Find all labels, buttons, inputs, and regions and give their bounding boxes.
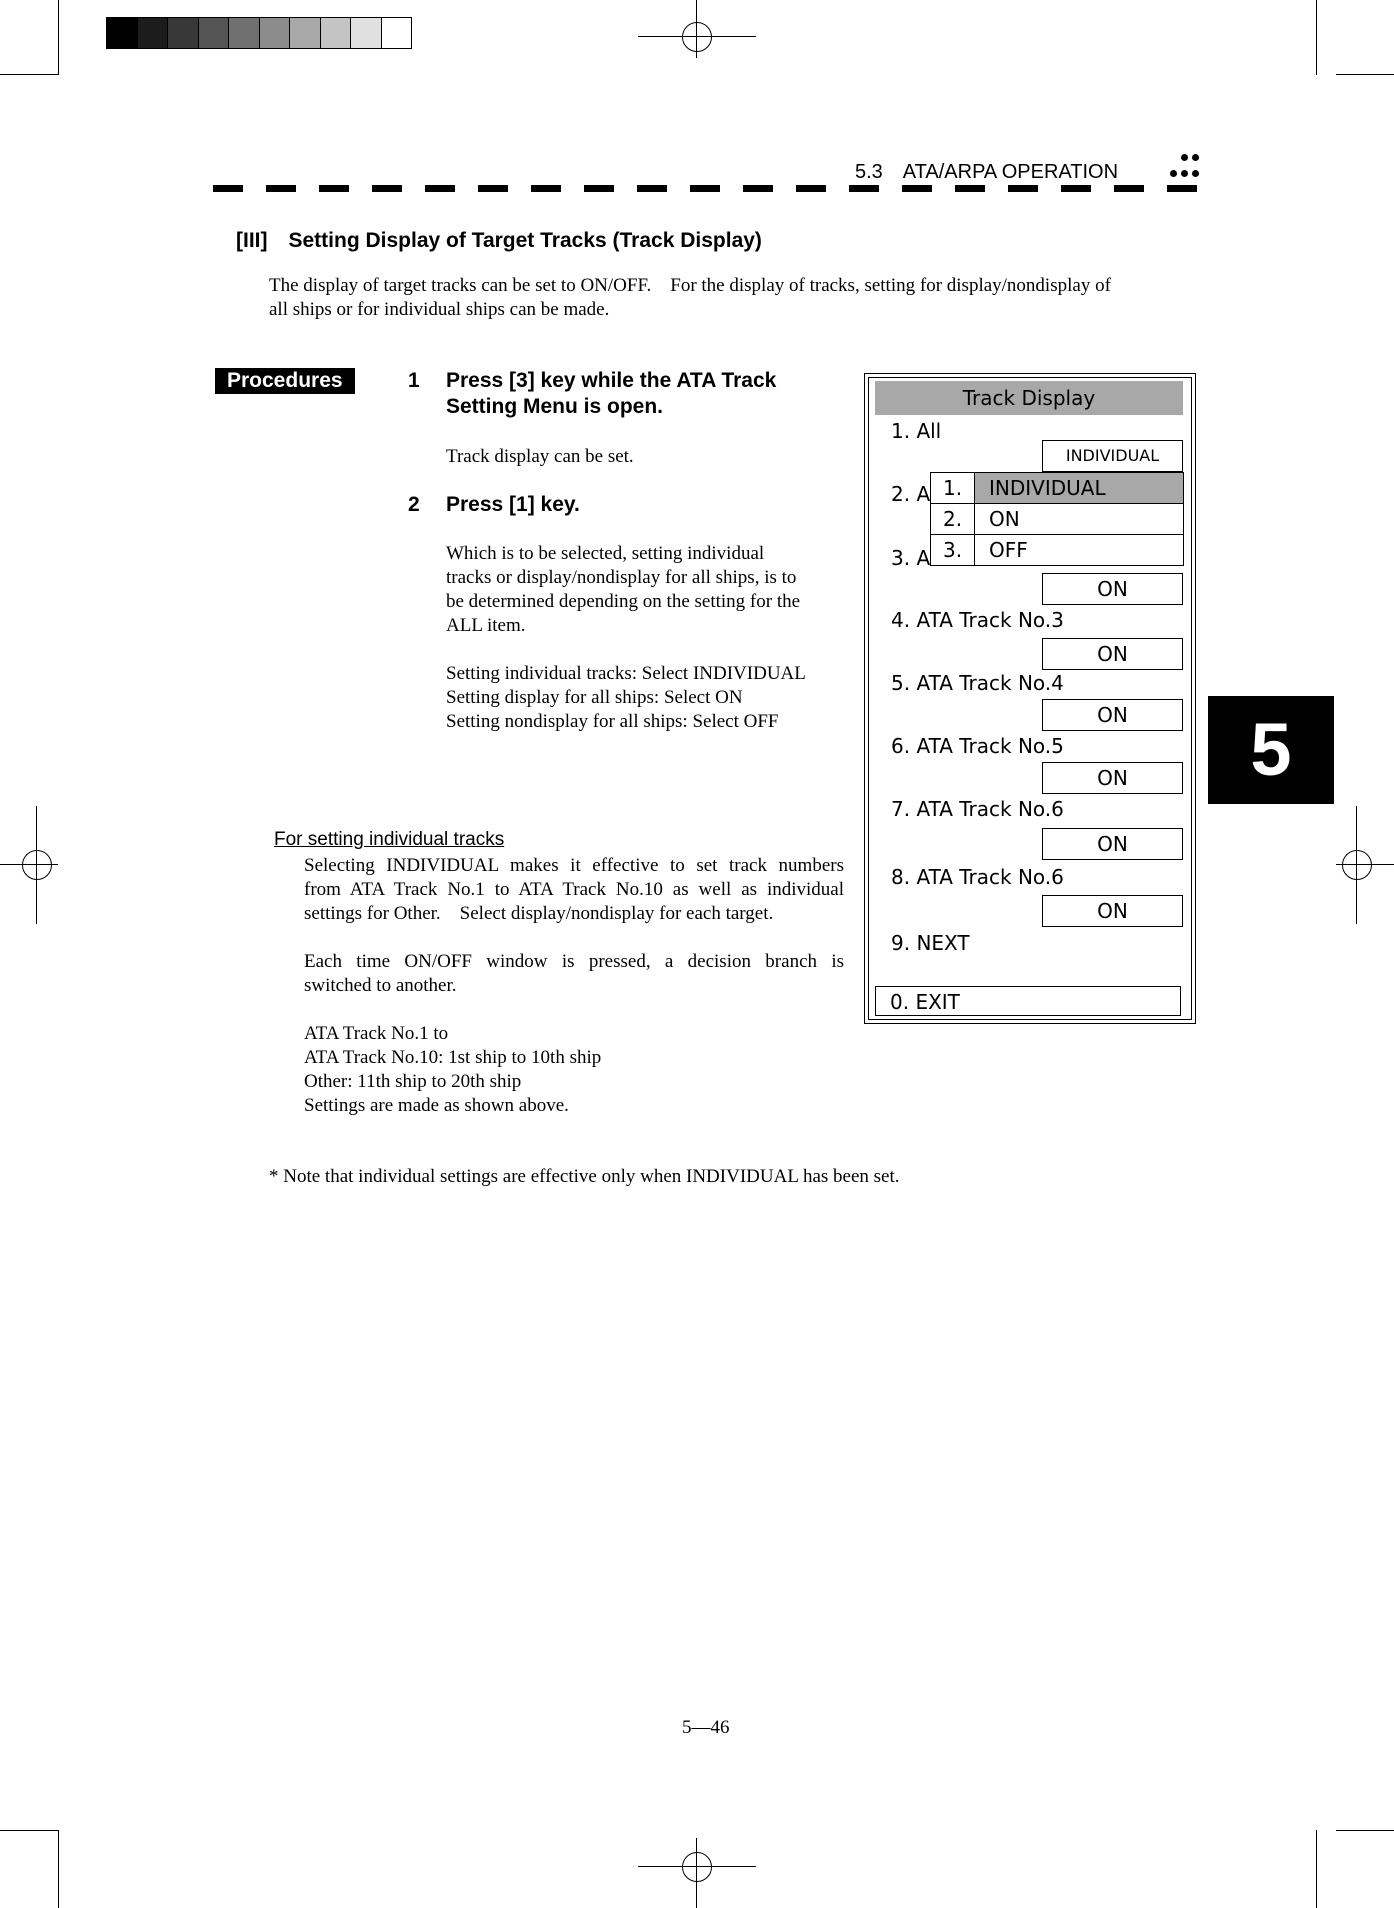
step-2-number: 2 — [408, 493, 420, 516]
menu-item-3[interactable]: 3. A — [891, 546, 931, 570]
step-2-body: Which is to be selected, setting individual tracks or display/nondisplay for all ships, is to be determined depending on the setting for the ALL item. Setting individual tracks: Select INDIVIDUAL Setting display for all ships: Select ON Setting nondisplay for all ships: Select OFF — [446, 543, 806, 732]
individual-para-3: ATA Track No.1 to ATA Track No.10: 1st ship to 10th ship Other: 11th ship to 20th ship Settings are made as shown above. — [304, 1023, 602, 1116]
popup-option-on[interactable]: 2. ON — [931, 504, 1183, 535]
individual-para-2: Each time ON/OFF window is pressed, a decision branch is switched to another. — [304, 951, 844, 996]
popup-option-individual[interactable]: 1. INDIVIDUAL — [931, 473, 1183, 504]
gray-scale-strip — [106, 17, 412, 49]
running-header: 5.3 ATA/ARPA OPERATION — [855, 161, 1119, 183]
individual-para-1: Selecting INDIVIDUAL makes it effective to set track numbers from ATA Track No.1 to ATA Track No.10 as well as individual settings for Other. Select display/nondisplay for each target. — [304, 855, 844, 924]
menu-item-4[interactable]: 4. ATA Track No.3 — [891, 608, 1064, 632]
item-6-value-box[interactable]: ON — [1042, 762, 1183, 794]
item-3-value-box[interactable]: ON — [1042, 573, 1183, 605]
menu-item-2[interactable]: 2. A — [891, 482, 931, 506]
menu-item-6[interactable]: 6. ATA Track No.5 — [891, 734, 1064, 758]
menu-item-8[interactable]: 8. ATA Track No.6 — [891, 865, 1064, 889]
step-1-title-line-1: Press [3] key while the ATA Track — [446, 369, 777, 392]
step-1-title-line-2: Setting Menu is open. — [446, 395, 664, 418]
intro-line-1: The display of target tracks can be set to ON/OFF. For the display of tracks, setting for display/nondisplay of — [269, 275, 1111, 296]
menu-title: Track Display — [875, 381, 1183, 415]
all-options-popup — [930, 472, 1184, 566]
section-title: [III] Setting Display of Target Tracks (Track Display) — [236, 229, 762, 252]
step-2-title: Press [1] key. — [446, 493, 580, 516]
menu-item-5[interactable]: 5. ATA Track No.4 — [891, 671, 1064, 695]
step-1-body: Track display can be set. — [446, 446, 634, 467]
menu-item-all[interactable]: 1. All — [891, 419, 942, 443]
item-7-value-box[interactable]: ON — [1042, 828, 1183, 860]
all-value-box[interactable]: INDIVIDUAL — [1042, 440, 1183, 472]
step-1-number: 1 — [408, 369, 420, 392]
procedures-label: Procedures — [215, 368, 355, 394]
note-text: * Note that individual settings are effective only when INDIVIDUAL has been set. — [269, 1166, 900, 1187]
individual-heading: For setting individual tracks — [274, 829, 505, 850]
menu-item-7[interactable]: 7. ATA Track No.6 — [891, 797, 1064, 821]
chapter-tab: 5 — [1208, 696, 1334, 804]
page-number: 5―46 — [682, 1717, 730, 1738]
popup-option-off[interactable]: 3. OFF — [931, 535, 1183, 565]
item-8-value-box[interactable]: ON — [1042, 895, 1183, 927]
item-4-value-box[interactable]: ON — [1042, 638, 1183, 670]
menu-exit-button[interactable]: 0. EXIT — [875, 986, 1181, 1016]
intro-line-2: all ships or for individual ships can be made. — [269, 299, 610, 320]
menu-item-next[interactable]: 9. NEXT — [891, 931, 970, 955]
item-5-value-box[interactable]: ON — [1042, 699, 1183, 731]
header-dashed-rule — [213, 185, 1201, 192]
